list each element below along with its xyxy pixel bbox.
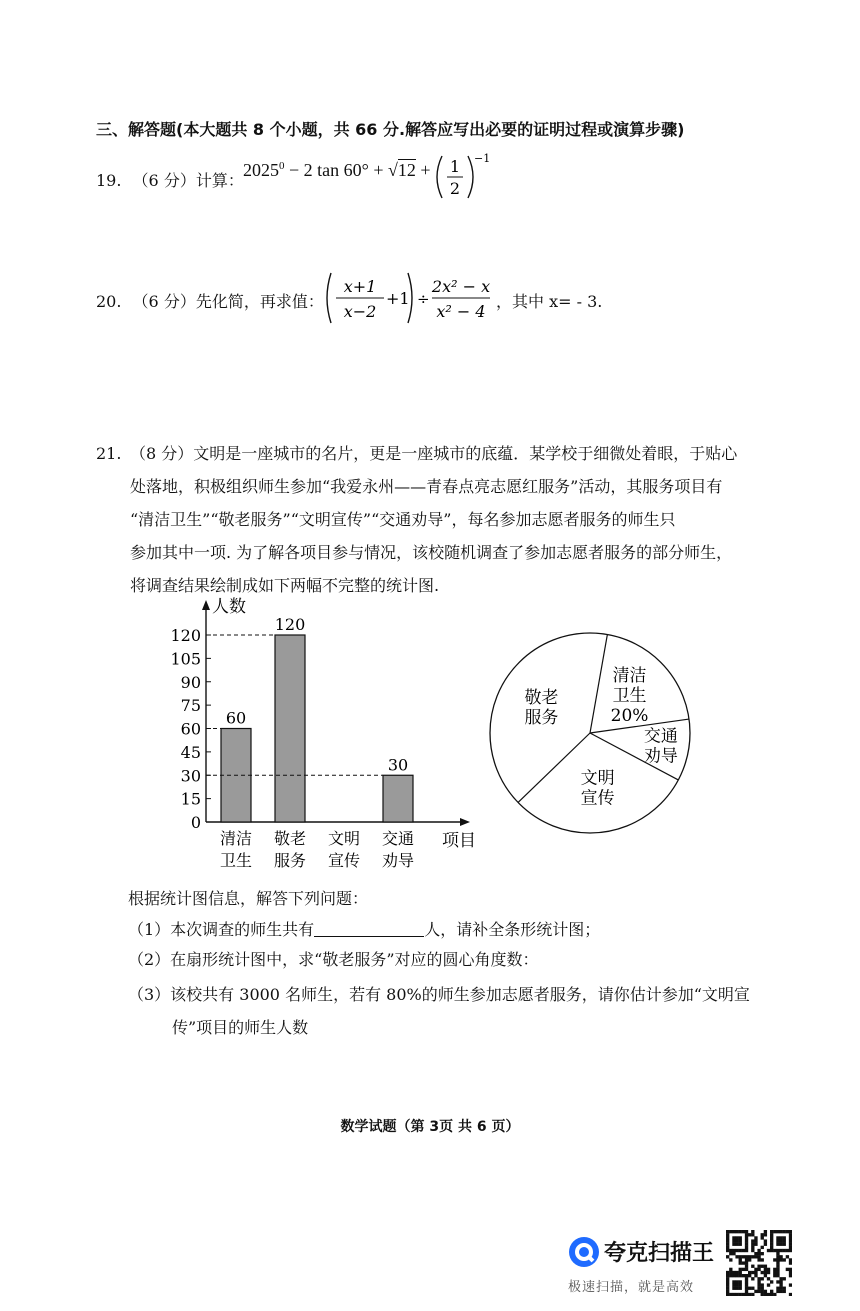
x-tick-label: 服务 (273, 851, 307, 870)
q20-expression (322, 270, 497, 326)
fraction-numerator: x+1 (343, 277, 377, 296)
question-number: 19. (96, 171, 122, 190)
page-footer: 数学试题（第 3页 共 6 页） (340, 1119, 520, 1135)
expr-term: +1 (386, 289, 410, 308)
radicand: 12 (397, 160, 416, 180)
bar-data-label: 30 (387, 755, 409, 775)
x-tick-label: 劝导 (381, 851, 415, 870)
section-title: 三、解答题(本大题共 8 个小题，共 66 分.解答应写出必要的证明过程或演算步骤) (96, 120, 685, 139)
pie-slice-label: 20% (610, 705, 649, 726)
x-tick-label: 卫生 (219, 851, 253, 870)
x-tick-label: 敬老 (273, 829, 307, 848)
fraction-denominator: x² − 4 (436, 302, 486, 321)
exponent: 0 (279, 160, 285, 172)
pie-slice-label: 服务 (524, 708, 559, 729)
y-tick-label: 105 (170, 649, 201, 669)
sub-text: （3）该校共有 3000 名师生，若有 80%的师生参加志愿者服务，请你估计参加“文明宣 (128, 985, 750, 1004)
sub-text: 人，请补全条形统计图； (424, 920, 601, 939)
pie-slice-label: 宣传 (580, 788, 615, 809)
y-axis-label: 人数 (212, 597, 246, 617)
exponent: −1 (474, 152, 490, 165)
question-20 (96, 289, 324, 312)
question-19 (96, 168, 244, 191)
after-chart-prompt: 根据统计图信息，解答下列问题： (128, 889, 369, 908)
x-axis-label: 项目 (442, 831, 476, 851)
x-tick-label: 文明 (327, 829, 361, 848)
q19-expression (243, 160, 431, 206)
pie-chart (480, 625, 700, 845)
question-score: （6 分）先化简，再求值： (132, 292, 324, 311)
pie-slice-label: 文明 (580, 768, 615, 789)
bar-data-label: 120 (274, 615, 306, 634)
bar-data-label: 60 (225, 708, 247, 728)
expr-term: − 2 tan 60° + (289, 160, 388, 180)
text-line: 参加其中一项. 为了解各项目参与情况，该校随机调查了参加志愿者服务的部分师生， (130, 543, 733, 562)
fraction-numerator: 1 (449, 157, 461, 176)
fraction-denominator: 2 (449, 179, 461, 198)
y-tick-label: 30 (180, 766, 201, 786)
question-score: （6 分）计算： (132, 171, 244, 190)
fraction-denominator: x−2 (343, 302, 377, 321)
fraction-numerator: 2x² − x (431, 277, 491, 296)
x-tick-label: 交通 (381, 829, 415, 848)
bar (275, 635, 305, 822)
divide-sign: ÷ (417, 290, 430, 308)
sub-question-2: （2）在扇形统计图中，求“敬老服务”对应的圆心角度数： (128, 950, 539, 969)
y-tick-label: 60 (180, 719, 201, 739)
y-tick-label: 75 (180, 696, 201, 716)
x-axis-arrow (460, 818, 470, 826)
y-tick-label: 120 (170, 626, 201, 645)
x-tick-label: 宣传 (327, 851, 361, 870)
pie-slice-label: 劝导 (643, 746, 678, 767)
qr-code-icon (726, 1230, 792, 1296)
text-line: 将调查结果绘制成如下两幅不完整的统计图. (130, 576, 440, 595)
question-number: 20. (96, 292, 122, 311)
sub-text: （1）本次调查的师生共有 (128, 920, 315, 939)
expr-term: + (420, 160, 431, 180)
question-21-number: 21. (96, 444, 122, 463)
pie-slice-label: 清洁 (612, 665, 647, 686)
x-tick-label: 清洁 (219, 829, 253, 848)
expr-term: 2025 (243, 160, 279, 180)
y-tick-label: 0 (190, 813, 201, 832)
quark-logo-icon (568, 1236, 600, 1268)
pie-slice-label: 交通 (643, 726, 678, 747)
y-tick-label: 15 (180, 789, 201, 809)
question-21-text (130, 437, 737, 602)
sub-question-3 (128, 978, 750, 1044)
y-axis-arrow (202, 600, 210, 610)
watermark-slogan: 极速扫描，就是高效 (568, 1280, 695, 1295)
pie-slice-label: 敬老 (524, 688, 559, 709)
watermark (566, 1228, 796, 1298)
bar-chart (160, 590, 490, 880)
watermark-brand: 夸克扫描王 (604, 1241, 715, 1266)
q19-fraction (430, 152, 490, 202)
sqrt-sign: √ (388, 160, 398, 180)
bar (383, 775, 413, 822)
sub-text: 传”项目的师生人数 (172, 1018, 309, 1037)
y-tick-label: 90 (180, 672, 201, 692)
sub-question-1 (128, 917, 600, 940)
q20-condition: ，其中 x= - 3. (496, 292, 603, 311)
pie-slice-label: 卫生 (612, 685, 647, 706)
text-line: 处落地，积极组织师生参加“我爱永州——青春点亮志愿红服务”活动，其服务项目有 (130, 477, 723, 496)
text-line: “清洁卫生”“敬老服务”“文明宣传”“交通劝导”，每名参加志愿者服务的师生只 (130, 510, 676, 529)
text-line: （8 分）文明是一座城市的名片，更是一座城市的底蕴．某学校于细微处着眼，于贴心 (130, 444, 738, 463)
answer-blank (314, 936, 424, 937)
y-tick-label: 45 (180, 742, 201, 762)
